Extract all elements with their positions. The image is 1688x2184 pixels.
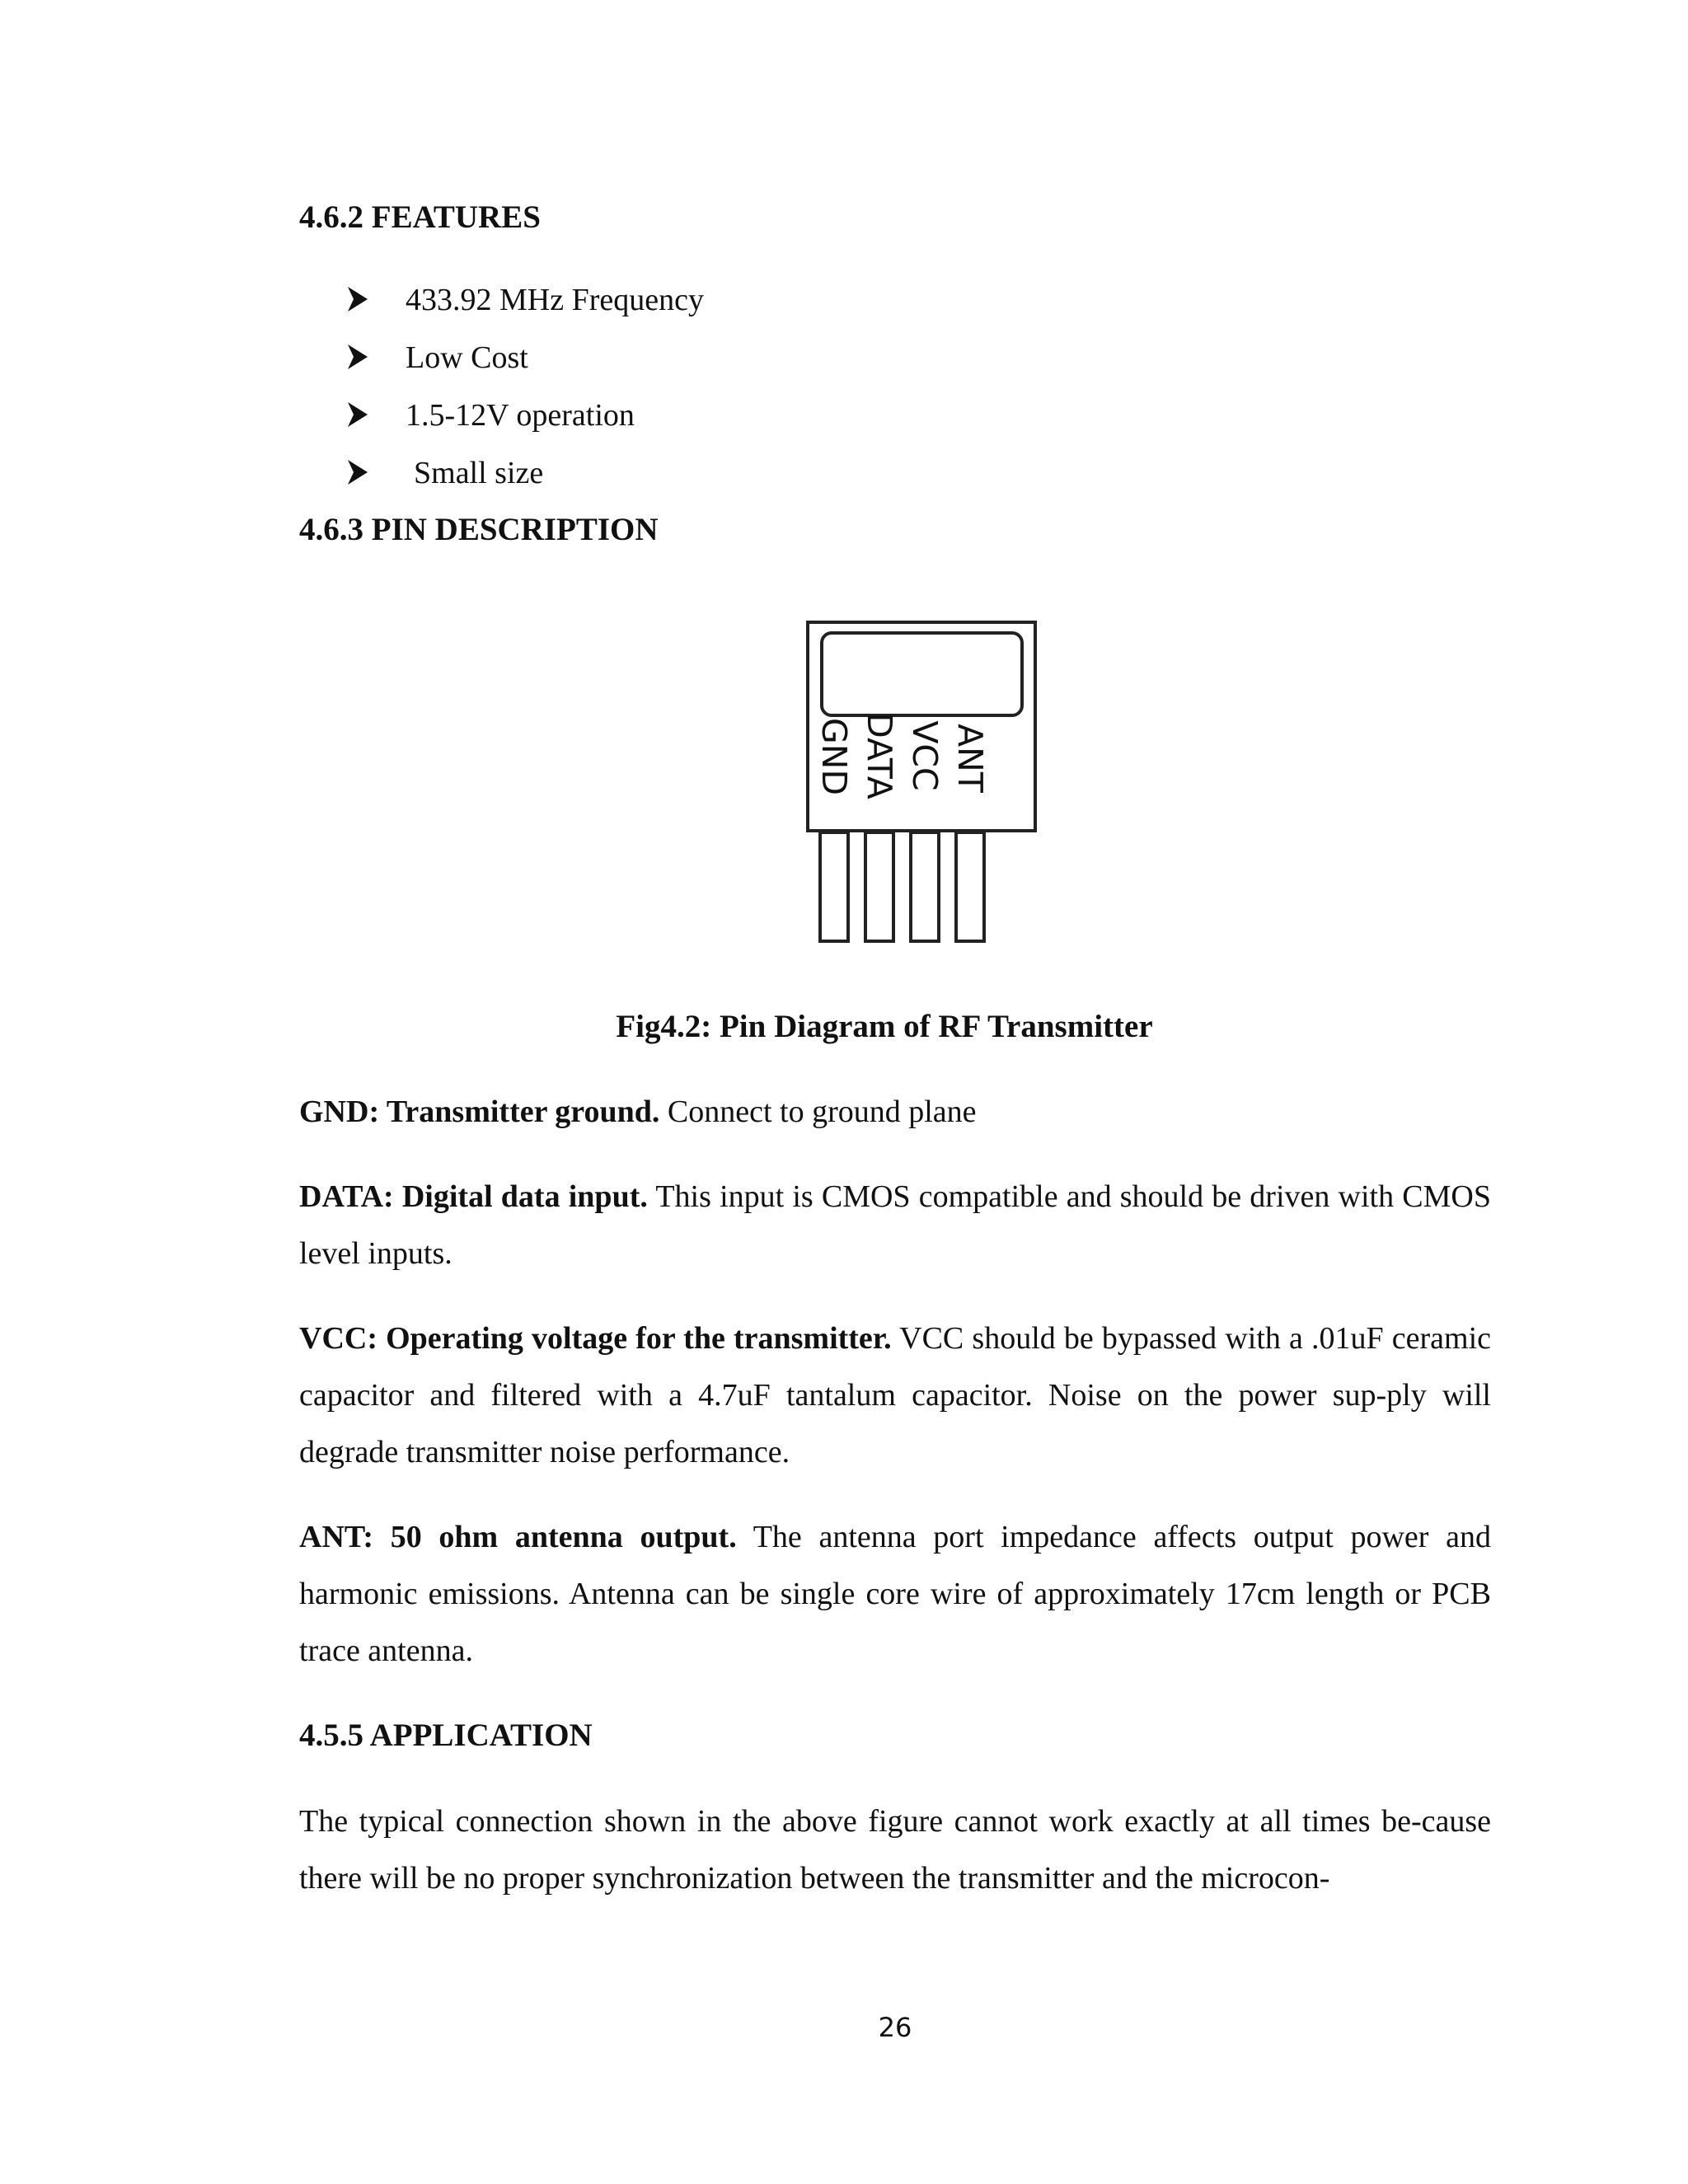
- page-number: 26: [878, 2012, 912, 2043]
- pin-leg-gnd: [820, 832, 848, 941]
- feature-item: Low Cost: [406, 340, 528, 375]
- feature-item: 433.92 MHz Frequency: [406, 283, 704, 317]
- pin-ant-label: ANT: 50 ohm antenna output.: [299, 1520, 737, 1554]
- pin-gnd-label: GND: Transmitter ground.: [299, 1094, 660, 1129]
- arrow-bullet-icon: [346, 285, 369, 313]
- rf-transmitter-pin-diagram: [804, 618, 1043, 948]
- pin-data-text: This input is CMOS compatible and should be driven with CMOS level inputs.: [299, 1179, 1491, 1271]
- pin-leg-ant: [956, 832, 984, 941]
- pin-label-gnd: GND: [814, 717, 854, 796]
- pin-ant-description: [299, 1509, 1491, 1680]
- pin-vcc-label: VCC: Operating voltage for the transmitter.: [299, 1321, 892, 1356]
- feature-item: Small size: [414, 456, 544, 490]
- pin-gnd-description: [299, 1084, 1491, 1141]
- pin-label-vcc: VCC: [905, 720, 945, 791]
- module-window: [822, 633, 1022, 715]
- application-paragraph: The typical connection shown in the above figure cannot work exactly at all times be-cause there will be no proper synchronization between the transmitter and the microcon-: [299, 1804, 1491, 1896]
- pin-leg-vcc: [911, 832, 939, 941]
- feature-item: 1.5-12V operation: [406, 398, 635, 433]
- figure-caption: Fig4.2: Pin Diagram of RF Transmitter: [616, 1009, 1153, 1044]
- pin-vcc-text: VCC should be bypassed with a .01uF ceramic capacitor and filtered with a 4.7uF tantalum capacitor. Noise on the power sup-ply will degrade transmitter noise performance.: [299, 1321, 1491, 1469]
- pin-label-ant: ANT: [950, 724, 990, 793]
- application-heading: 4.5.5 APPLICATION: [299, 1718, 593, 1753]
- pin-vcc-description: [299, 1310, 1491, 1481]
- pin-label-data: DATA: [860, 712, 899, 799]
- pin-gnd-text: Connect to ground plane: [667, 1094, 977, 1129]
- arrow-bullet-icon: [346, 343, 369, 371]
- arrow-bullet-icon: [346, 401, 369, 429]
- pin-description-heading: 4.6.3 PIN DESCRIPTION: [299, 512, 659, 547]
- pin-data-description: [299, 1169, 1491, 1282]
- arrow-bullet-icon: [346, 458, 369, 486]
- pin-data-label: DATA: Digital data input.: [299, 1179, 648, 1214]
- features-heading: 4.6.2 FEATURES: [299, 199, 541, 235]
- pin-ant-text: The antenna port impedance affects output power and harmonic emissions. Antenna can be single core wire of approximately 17cm length or PCB trace antenna.: [299, 1520, 1491, 1668]
- pin-leg-data: [865, 832, 893, 941]
